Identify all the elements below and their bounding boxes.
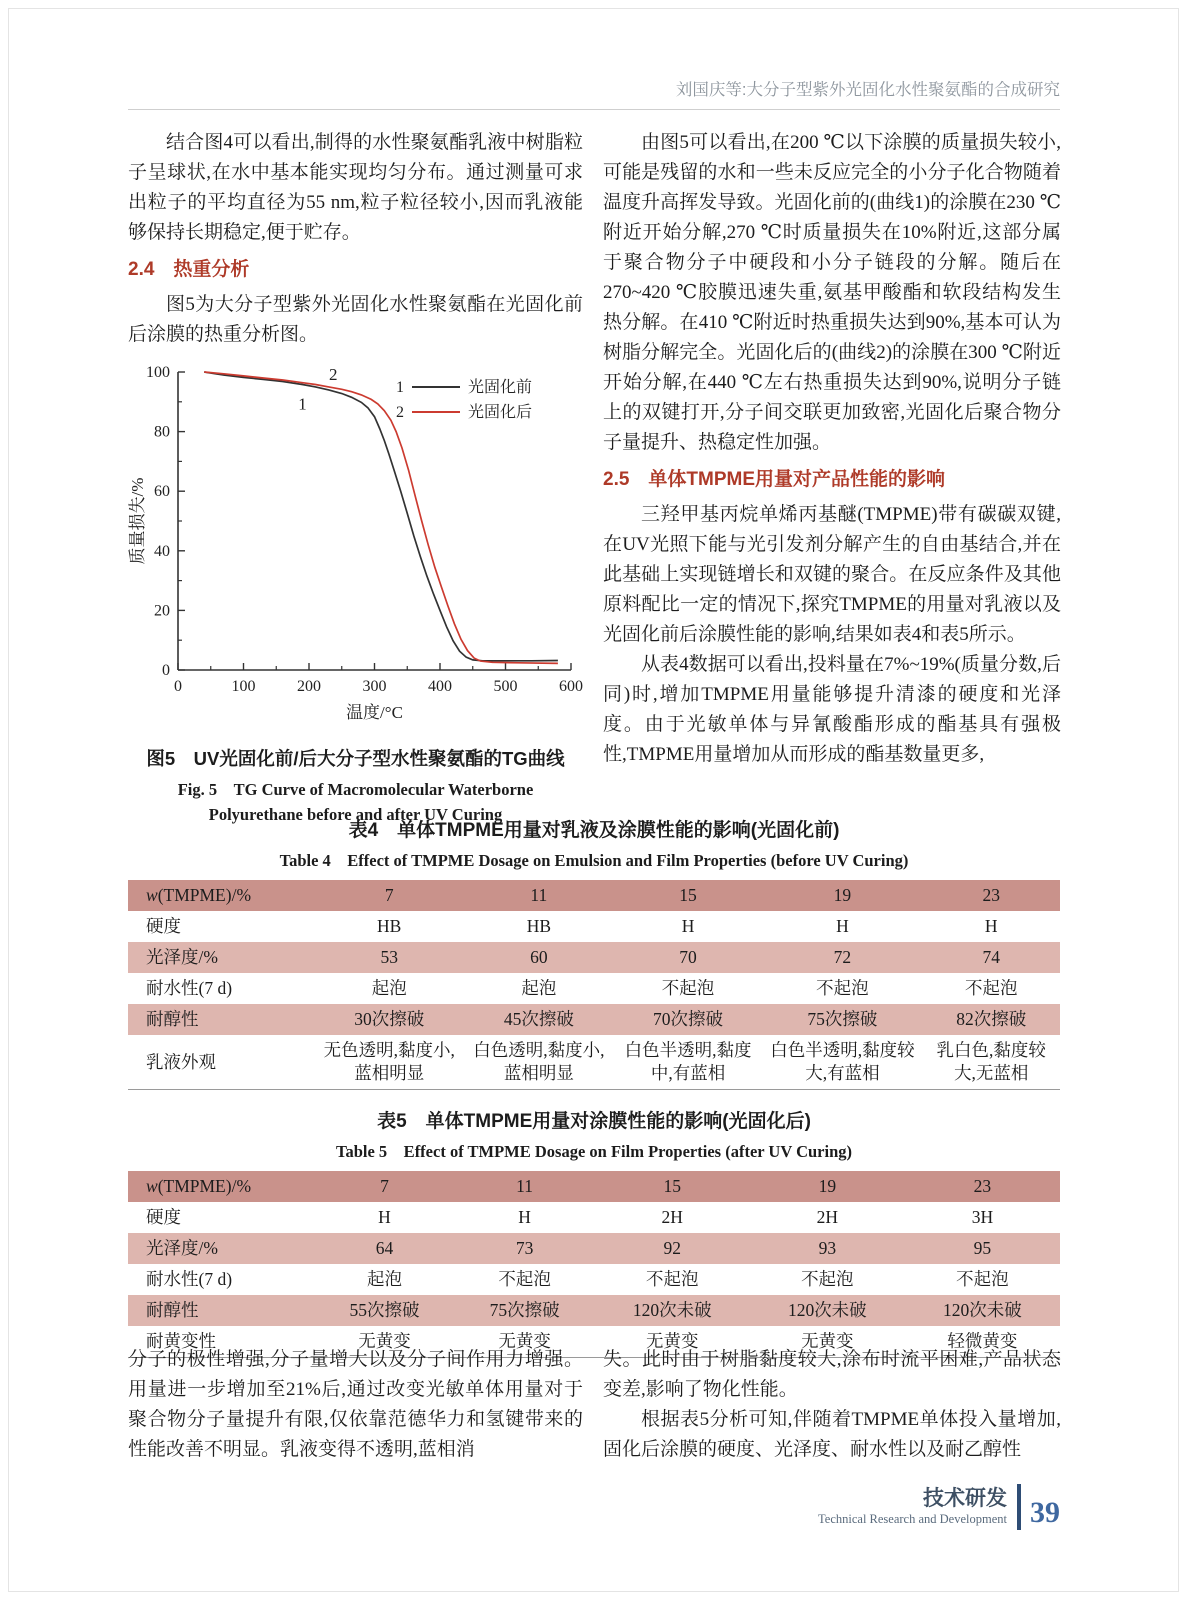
bottom-left-column — [128, 1345, 583, 1465]
table-cell: 不起泡 — [956, 1269, 1009, 1289]
table5-caption-cn: 表5 单体TMPME用量对涂膜性能的影响(光固化后) — [377, 1111, 811, 1132]
table-cell: 64 — [375, 1238, 394, 1258]
left-column — [128, 128, 583, 827]
paragraph: 图5为大分子型紫外光固化水性聚氨酯在光固化前后涂膜的热重分析图。 — [128, 294, 583, 345]
table-header-cell: 7 — [380, 1176, 389, 1196]
table4 — [128, 880, 1060, 1090]
table-row-label: 光泽度/% — [146, 947, 218, 967]
table-cell: 55次擦破 — [349, 1300, 420, 1320]
table-row-label: 硬度 — [146, 916, 181, 936]
x-tick-label: 0 — [174, 678, 182, 695]
table-cell: 53 — [380, 947, 398, 967]
table-cell: 120次未破 — [787, 1300, 867, 1320]
table-cell: 起泡 — [371, 978, 407, 998]
section-heading-2-5: 2.5 单体TMPME用量对产品性能的影响 — [603, 469, 946, 490]
table-cell: 无色透明,黏度小,蓝相明显 — [323, 1040, 455, 1083]
table-cell: 73 — [515, 1238, 534, 1258]
legend-label: 光固化前 — [468, 379, 533, 396]
table-header-cell: 11 — [516, 1176, 534, 1196]
table-header-cell: 23 — [973, 1176, 992, 1196]
paragraph: 结合图4可以看出,制得的水性聚氨酯乳液中树脂粒子呈球状,在水中基本能实现均匀分布。通过测量可求出粒子的平均直径为55 nm,粒子粒径较小,因而乳液能够保持长期稳定,便于贮存。 — [128, 132, 583, 243]
table-cell: 2H — [661, 1207, 683, 1227]
table-cell: 82次擦破 — [956, 1009, 1027, 1029]
table-cell: 白色半透明,黏度中,有蓝相 — [624, 1040, 752, 1083]
y-tick-label: 0 — [162, 662, 170, 679]
table-cell: 无黄变 — [645, 1331, 699, 1351]
table-cell: 起泡 — [521, 978, 557, 998]
paragraph: 根据表5分析可知,伴随着TMPME单体投入量增加,固化后涂膜的硬度、光泽度、耐水性以及耐乙醇性 — [603, 1409, 1061, 1460]
table-cell: 无黄变 — [801, 1331, 854, 1351]
x-tick-label: 600 — [559, 678, 583, 695]
bottom-right-column — [603, 1345, 1061, 1465]
figure-caption-cn: 图5 UV光固化前/后大分子型水性聚氨酯的TG曲线 — [146, 748, 565, 769]
table-row-label: 耐醇性 — [146, 1300, 199, 1320]
table-row-label: 光泽度/% — [146, 1238, 218, 1258]
table4-caption-cn: 表4 单体TMPME用量对乳液及涂膜性能的影响(光固化前) — [348, 820, 840, 841]
table-cell: 不起泡 — [498, 1269, 551, 1289]
table-cell: 不起泡 — [964, 978, 1018, 998]
table-cell: H — [518, 1207, 531, 1227]
table-cell: 93 — [818, 1238, 837, 1258]
tg-curve-plot — [128, 360, 583, 732]
table-cell: H — [378, 1207, 391, 1227]
table-cell: 2H — [816, 1207, 838, 1227]
table-cell: 不起泡 — [816, 978, 869, 998]
table-cell: 乳白色,黏度较大,无蓝相 — [936, 1040, 1046, 1083]
page-footer — [818, 1484, 1060, 1530]
y-tick-label: 20 — [154, 602, 170, 620]
table-row-label: 乳液外观 — [146, 1051, 216, 1072]
page-number: 39 — [1030, 1496, 1060, 1529]
table4-caption-en: Table 4 Effect of TMPME Dosage on Emulsion and Film Properties (before UV Curing) — [279, 851, 909, 870]
table-cell: 起泡 — [366, 1269, 402, 1289]
table-cell: HB — [526, 916, 551, 936]
footer-section-cn: 技术研发 — [923, 1486, 1007, 1510]
figure-caption-en-line1: Fig. 5 TG Curve of Macromolecular Waterborne — [177, 780, 534, 799]
table-row — [128, 1035, 1060, 1090]
header-label-rest: (TMPME)/% — [157, 885, 252, 905]
table-cell: H — [681, 916, 695, 936]
table-row-label: 耐水性(7 d) — [146, 1269, 233, 1289]
table-cell: 92 — [663, 1238, 681, 1258]
x-axis-title: 温度/°C — [346, 703, 403, 722]
table-row-label: 硬度 — [146, 1207, 181, 1227]
header-label-rest: (TMPME)/% — [157, 1176, 252, 1196]
table-cell: 60 — [530, 947, 548, 967]
x-tick-label: 400 — [428, 678, 452, 695]
paragraph: 失。此时由于树脂黏度较大,涂布时流平困难,产品状态变差,影响了物化性能。 — [603, 1349, 1061, 1400]
table-row — [128, 942, 1060, 973]
table-cell: 轻微黄变 — [947, 1331, 1018, 1351]
paragraph: 分子的极性增强,分子量增大以及分子间作用力增强。用量进一步增加至21%后,通过改变光敏单体用量对于聚合物分子量提升有限,仅依靠范德华力和氢键带来的性能改善不明显。乳液变得不透明,蓝相消 — [128, 1349, 583, 1460]
table-header-row — [128, 880, 1060, 911]
table-header-cell: 7 — [384, 885, 394, 905]
y-tick-label: 80 — [154, 423, 170, 441]
table5-block — [128, 1106, 1060, 1358]
running-header — [128, 76, 1060, 110]
table-header-cell: 15 — [679, 885, 697, 905]
table-row — [128, 911, 1060, 942]
table-row-label: 耐水性(7 d) — [146, 978, 233, 998]
table-cell: 45次擦破 — [503, 1009, 574, 1029]
table-header-cell: 19 — [833, 885, 852, 905]
figure-caption-en-line2: Polyurethane before and after UV Curing — [208, 805, 503, 824]
x-tick-label: 500 — [493, 678, 518, 695]
table-cell: 白色半透明,黏度较大,有蓝相 — [770, 1040, 915, 1083]
table-row — [128, 1202, 1060, 1233]
table-cell: 不起泡 — [661, 978, 715, 998]
table-cell: 不起泡 — [645, 1269, 699, 1289]
table-header-cell: 11 — [530, 885, 548, 905]
table-cell: H — [984, 916, 998, 936]
table-cell: 3H — [971, 1207, 994, 1227]
table-cell: HB — [377, 916, 402, 936]
table-cell: H — [836, 916, 849, 936]
right-column — [603, 128, 1061, 770]
table5 — [128, 1171, 1060, 1358]
table5-caption-en: Table 5 Effect of TMPME Dosage on Film Properties (after UV Curing) — [335, 1142, 852, 1161]
running-title: 刘国庆等:大分子型紫外光固化水性聚氨酯的合成研究 — [675, 81, 1060, 99]
table-row-label: 耐醇性 — [146, 1009, 199, 1029]
table-cell: 75次擦破 — [489, 1300, 560, 1320]
table-cell: 无黄变 — [498, 1331, 551, 1351]
table-cell: 72 — [833, 947, 852, 967]
table-header-label — [128, 880, 314, 911]
paragraph: 由图5可以看出,在200 ℃以下涂膜的质量损失较小,可能是残留的水和一些未反应完全的小分子化合物随着温度升高挥发导致。光固化前的(曲线1)的涂膜在230 ℃附近开始分解,270 ℃时质量损失在10%附近,这部分属于聚合物分子中硬段和小分子链段的分解。随后在270~420 ℃胶膜迅速失重,氨基甲酸酯和软段结构发生热分解。在410 ℃附近时热重损失达到90%,基本可认为树脂分解完全。光固化后的(曲线2)的涂膜在300 ℃附近开始分解,在440 ℃左右热重损失达到90%,说明分子链上的双键打开,分子间交联更加致密,光固化后聚合物分子量提升、热稳定性加强。 — [603, 132, 1061, 453]
y-tick-label: 60 — [154, 483, 170, 501]
table-header-row — [128, 1171, 1060, 1202]
table-row — [128, 973, 1060, 1004]
table-row — [128, 1233, 1060, 1264]
table-header-cell: 23 — [982, 885, 1000, 905]
table-header-cell: 15 — [663, 1176, 681, 1196]
table-cell: 120次未破 — [632, 1300, 712, 1320]
legend-key: 2 — [396, 404, 404, 421]
table-cell: 95 — [973, 1238, 992, 1258]
table-cell: 70 — [679, 947, 697, 967]
table-cell: 30次擦破 — [354, 1009, 425, 1029]
x-tick-label: 200 — [297, 678, 321, 695]
y-tick-label: 40 — [154, 542, 170, 560]
y-tick-label: 100 — [146, 364, 170, 381]
curve-label: 1 — [298, 394, 307, 414]
table-cell: 120次未破 — [943, 1300, 1022, 1320]
paragraph: 三羟甲基丙烷单烯丙基醚(TMPME)带有碳碳双键,在UV光照下能与光引发剂分解产生的自由基结合,并在此基础上实现链增长和双键的聚合。在反应条件及其他原料配比一定的情况下,探究TMPME的用量对乳液以及光固化前后涂膜性能的影响,结果如表4和表5所示。 — [603, 504, 1061, 645]
footer-section-en: Technical Research and Development — [818, 1511, 1007, 1526]
footer-divider — [1017, 1484, 1021, 1530]
table-header-cell: 19 — [818, 1176, 837, 1196]
curve-label: 2 — [328, 365, 338, 385]
table-cell: 70次擦破 — [653, 1009, 724, 1029]
tables-section — [128, 815, 1060, 1358]
table-header-label — [128, 1171, 314, 1202]
table-cell: 白色透明,黏度小,蓝相明显 — [473, 1040, 605, 1083]
table-cell: 74 — [982, 947, 1000, 967]
table-row — [128, 1264, 1060, 1295]
y-axis-title: 质量损失/% — [128, 477, 147, 565]
legend-key: 1 — [396, 379, 404, 396]
table-cell: 无黄变 — [358, 1331, 411, 1351]
table-cell: 不起泡 — [801, 1269, 854, 1289]
section-heading-2-4: 2.4 热重分析 — [128, 259, 250, 280]
tg-chart-figure — [128, 360, 583, 742]
x-tick-label: 300 — [362, 678, 387, 695]
paragraph: 从表4数据可以看出,投料量在7%~19%(质量分数,后同)时,增加TMPME用量能够提升清漆的硬度和光泽度。由于光敏单体与异氰酸酯形成的酯基具有强极性,TMPME用量增加从而形成的酯基数量更多, — [603, 654, 1061, 765]
x-tick-label: 100 — [231, 678, 256, 695]
table-cell: 75次擦破 — [807, 1009, 878, 1029]
table-row-label: 耐黄变性 — [146, 1331, 216, 1351]
footer-section-name — [818, 1487, 1007, 1528]
header-label-symbol: w — [146, 1176, 158, 1196]
header-label-symbol: w — [146, 885, 158, 905]
table-row — [128, 1004, 1060, 1035]
table-row — [128, 1295, 1060, 1326]
legend-label: 光固化后 — [468, 404, 533, 421]
